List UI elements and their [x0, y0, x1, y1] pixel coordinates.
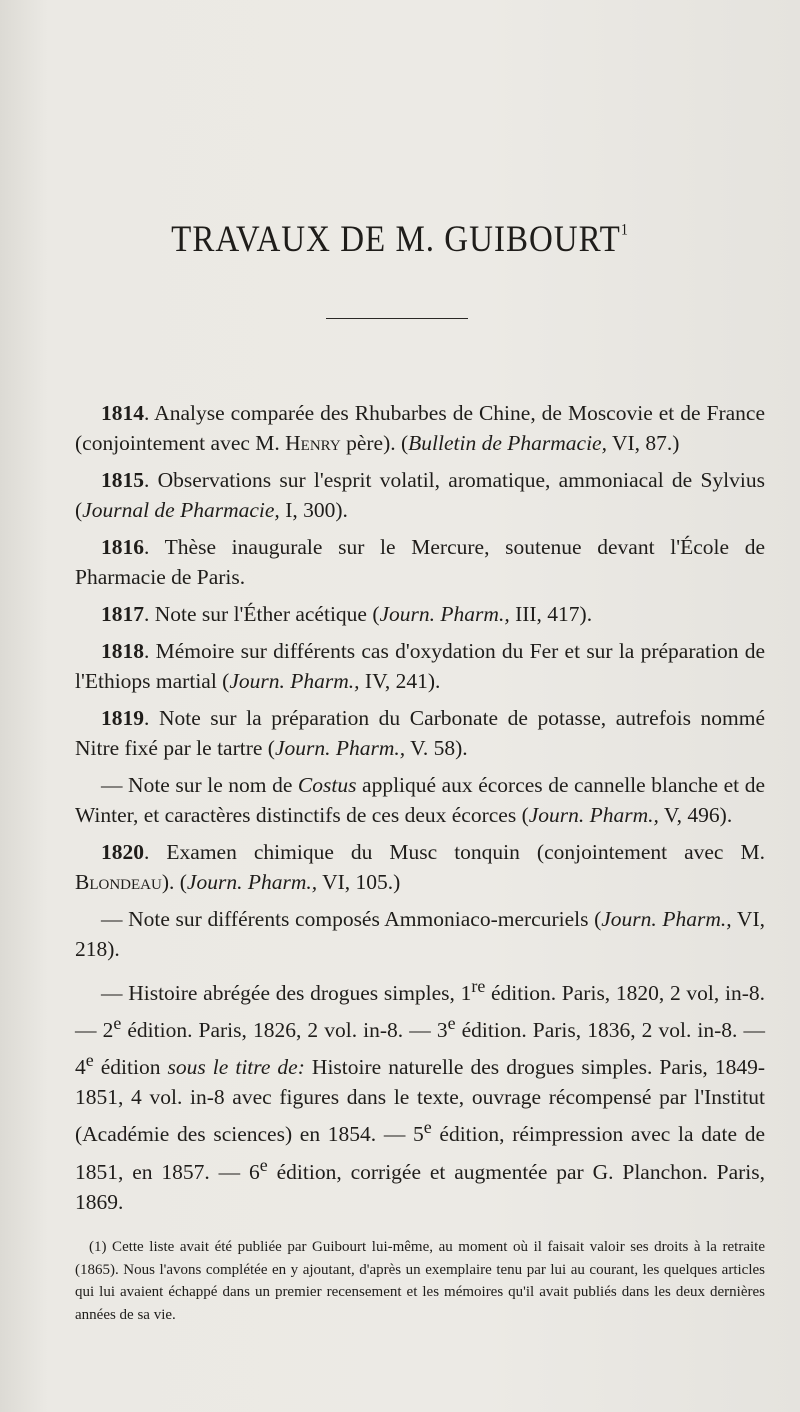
title-rule: [326, 318, 468, 319]
entry-1818: 1818. Mémoire sur différents cas d'oxydation du Fer et sur la préparation de l'Ethiops martial (Journ. Pharm., IV, 241).: [75, 639, 765, 693]
page-title-text: TRAVAUX DE M. GUIBOURT: [171, 219, 621, 261]
entry-year: 1815: [101, 468, 144, 492]
journal-title: Journ. Pharm.,: [186, 870, 318, 894]
page-title: [0, 220, 800, 261]
entry-1815: 1815. Observations sur l'esprit volatil, aromatique, ammoniacal de Sylvius (Journal de Pharmacie, I, 300).: [75, 468, 765, 522]
footnote-block: [75, 1236, 765, 1326]
entry-year: 1818: [101, 639, 144, 663]
footnote-1: (1) Cette liste avait été publiée par Guibourt lui-même, au moment où il faisait valoir ses droits à la retraite (1865). Nous l'avons complétée en y ajoutant, d'après un exemplaire tenu par lui au courant, les quelques articles qui lui avaient échappé dans un premier recensement et les mémoires qu'il avait publiés dans les deux dernières années de sa vie.: [75, 1239, 765, 1323]
entry-1814: 1814. Analyse comparée des Rhubarbes de Chine, de Moscovie et de France (conjointement avec M. Henry père). (Bulletin de Pharmacie, VI, 87.): [75, 401, 765, 455]
entry-year: 1819: [101, 706, 144, 730]
entry-1816: 1816. Thèse inaugurale sur le Mercure, soutenue devant l'École de Pharmacie de Paris.: [75, 535, 765, 589]
bibliography-body: [75, 398, 765, 1224]
journal-title: Journ. Pharm.,: [601, 907, 732, 931]
entry-year: 1814: [101, 401, 144, 425]
entry-year: 1820: [101, 840, 144, 864]
entry-1820: 1820. Examen chimique du Musc tonquin (conjointement avec M. Blondeau). (Journ. Pharm., VI, 105.): [75, 840, 765, 894]
term-costus: Costus: [297, 773, 357, 797]
entry-1819: 1819. Note sur la préparation du Carbonate de potasse, autrefois nommé Nitre fixé par le tartre (Journ. Pharm., V. 58).: [75, 706, 765, 760]
author-name: Blondeau: [75, 870, 162, 894]
journal-title: Journ. Pharm.,: [379, 602, 510, 626]
entry-1817: 1817. Note sur l'Éther acétique (Journ. Pharm., III, 417).: [101, 602, 593, 626]
entry-1819-costus: — Note sur le nom de Costus appliqué aux écorces de cannelle blanche et de Winter, et caractères distinctifs de ces deux écorces (Journ. Pharm., V, 496).: [75, 773, 765, 827]
title-footnote-mark: 1: [620, 222, 629, 239]
journal-title: Bulletin de Pharmacie,: [408, 431, 607, 455]
italic-phrase: sous le titre de:: [167, 1055, 305, 1080]
journal-title: Journ. Pharm.,: [229, 669, 360, 693]
entry-year: 1817: [101, 602, 144, 626]
entry-year: 1816: [101, 535, 144, 559]
journal-title: Journ. Pharm.,: [528, 803, 659, 827]
author-name: Henry: [285, 431, 341, 455]
journal-title: Journal de Pharmacie,: [82, 498, 280, 522]
journal-title: Journ. Pharm.,: [274, 736, 406, 760]
entry-1820-histoire: — Histoire abrégée des drogues simples, 1re édition. Paris, 1820, 2 vol, in-8. — 2e édition. Paris, 1826, 2 vol. in-8. — 3e édition. Paris, 1836, 2 vol. in-8. — 4e édition sous le titre de: Histoire naturelle des drogues simples. Paris, 1849-1851, 4 vol. in-8 avec figures dans le texte, ouvrage récompensé par l'Institut (Académie des sciences) en 1854. — 5e édition, réimpression avec la date de 1851, en 1857. — 6e édition, corrigée et augmentée par G. Planchon. Paris, 1869.: [75, 976, 766, 1214]
entry-1820-ammoniaco: — Note sur différents composés Ammoniaco-mercuriels (Journ. Pharm., VI, 218).: [75, 907, 765, 961]
